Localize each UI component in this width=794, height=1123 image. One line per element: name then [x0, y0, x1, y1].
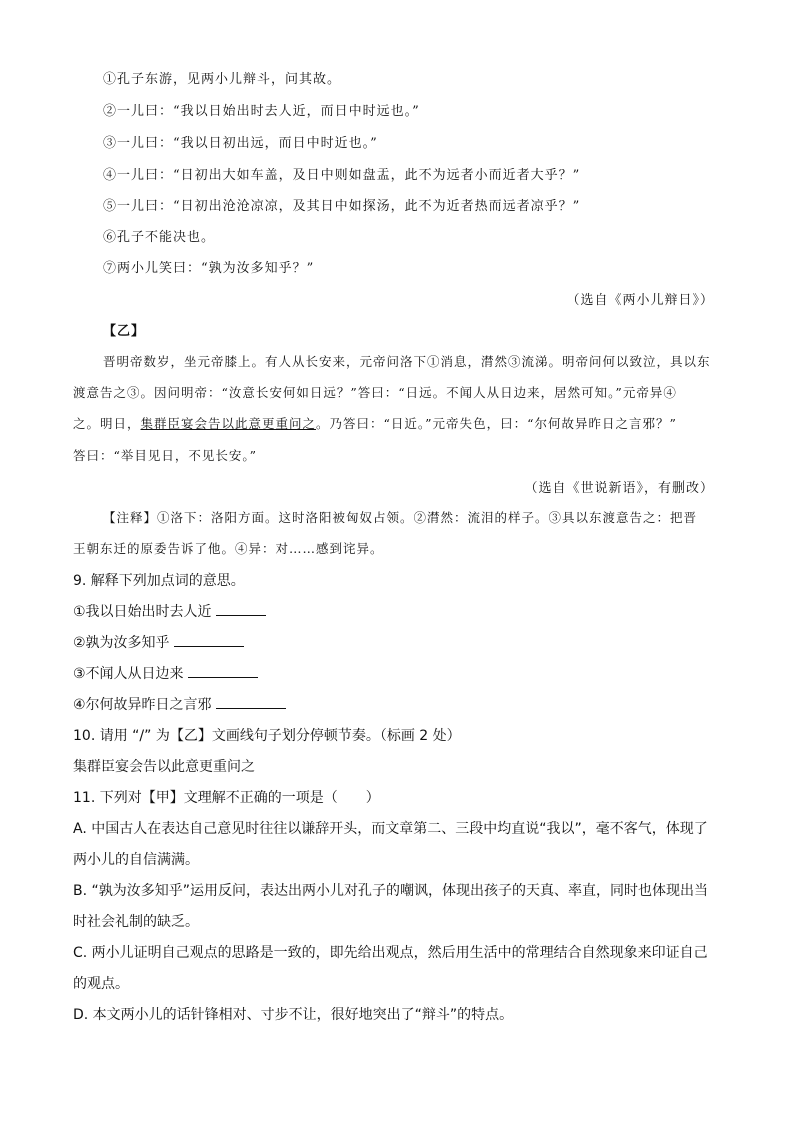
q11-option-b-line-1: B. “孰为汝多知乎”运用反问，表达出两小儿对孔子的嘲讽，体现出孩子的天真、率直，同时也体现出当 — [73, 883, 709, 899]
yi-paragraph-line-2: 渡意告之③。因问明帝：“汝意长安何如日远？”答曰：“日远。不闻人从日边来，居然可知。”元帝异④ — [73, 385, 677, 400]
jia-line-1: ①孔子东游，见两小儿辩斗，问其故。 — [103, 72, 342, 87]
yi-underlined-sentence: 集群臣宴会告以此意更重问之 — [140, 416, 317, 431]
q9-item-1 — [73, 601, 266, 621]
q9-item-2 — [73, 632, 244, 652]
q11-option-d: D. 本文两小儿的话针锋相对、寸步不让，很好地突出了“辩斗”的特点。 — [73, 1007, 514, 1023]
yi-paragraph-line-4: 答曰：“举目见日，不见长安。” — [73, 448, 258, 463]
answer-blank[interactable] — [216, 603, 266, 616]
yi-notes-line-2: 王朝东迁的原委告诉了他。④异：对……感到诧异。 — [73, 541, 384, 556]
yi-paragraph-line-3 — [73, 414, 677, 432]
q10-sentence: 集群臣宴会告以此意更重问之 — [73, 759, 255, 775]
answer-blank[interactable] — [174, 634, 244, 647]
answer-blank[interactable] — [188, 665, 258, 678]
jia-source: （选自《两小儿辩日》） — [566, 293, 714, 308]
q9-title: 9. 解释下列加点词的意思。 — [73, 573, 245, 589]
jia-line-7: ⑦两小儿笑曰：“孰为汝多知乎？” — [103, 261, 315, 276]
q11-option-c-line-2: 的观点。 — [73, 976, 129, 992]
jia-line-2: ②一儿曰：“我以日始出时去人近，而日中时远也。” — [103, 104, 420, 119]
q9-item-3 — [73, 663, 258, 683]
yi-line3-pre: 之。明日， — [73, 416, 141, 431]
yi-heading: 【乙】 — [103, 324, 146, 339]
jia-line-3: ③一儿曰：“我以日初出远，而日中时近也。” — [103, 136, 378, 151]
jia-line-5: ⑤一儿曰：“日初出沧沧凉凉，及其日中如探汤，此不为近者热而远者凉乎？” — [103, 199, 581, 214]
q11-option-a-line-2: 两小儿的自信满满。 — [73, 852, 199, 868]
answer-blank[interactable] — [216, 696, 286, 709]
jia-line-4: ④一儿曰：“日初出大如车盖，及日中则如盘盂，此不为远者小而近者大乎？” — [103, 168, 581, 183]
q11-option-a-line-1: A. 中国古人在表达自己意见时往往以谦辞开头，而文章第二、三段中均直说“我以”，毫不客气，体现了 — [73, 821, 708, 837]
q10-title: 10. 请用 “/” 为【乙】文画线句子划分停顿节奏。（标画 2 处） — [73, 728, 461, 744]
q9-item-1-text: ①我以日始出时去人近 — [73, 604, 212, 620]
yi-source: （选自《世说新语》，有删改） — [524, 481, 714, 496]
yi-notes-line-1: 【注释】①洛下：洛阳方面。这时洛阳被匈奴占领。②潸然：流泪的样子。③具以东渡意告之：把晋 — [103, 510, 698, 525]
q11-title: 11. 下列对【甲】文理解不正确的一项是（ ） — [73, 790, 380, 806]
q9-item-4-text: ④尔何故异昨日之言邪 — [73, 697, 212, 713]
yi-line3-post: 。乃答曰：“日近。”元帝失色，曰：“尔何故异昨日之言邪？” — [316, 416, 677, 431]
q9-item-4 — [73, 694, 286, 714]
q9-item-3-text: ③不闻人从日边来 — [73, 666, 184, 682]
q11-option-c-line-1: C. 两小儿证明自己观点的思路是一致的，即先给出观点，然后用生活中的常理结合自然现象来印证自己 — [73, 945, 708, 961]
q9-item-2-text: ②孰为汝多知乎 — [73, 635, 170, 651]
yi-paragraph-line-1: 晋明帝数岁，坐元帝膝上。有人从长安来，元帝问洛下①消息，潸然③流涕。明帝问何以致泣，具以东 — [103, 354, 711, 369]
q11-option-b-line-2: 时社会礼制的缺乏。 — [73, 914, 199, 930]
jia-line-6: ⑥孔子不能决也。 — [103, 230, 216, 245]
